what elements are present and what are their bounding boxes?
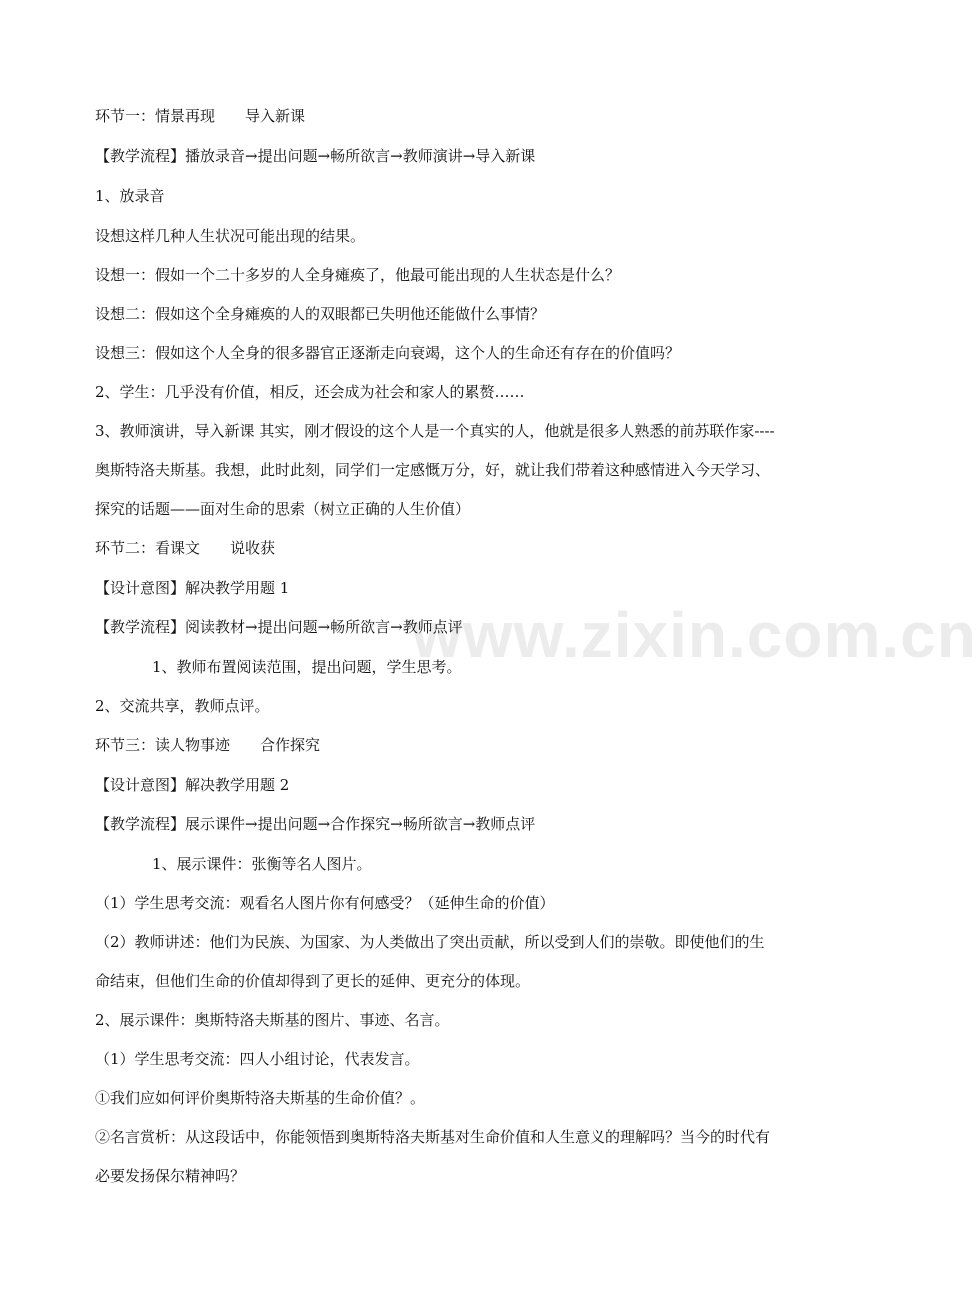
discussion-1: （1）学生思考交流：观看名人图片你有何感受？（延伸生命的价值） (95, 894, 555, 912)
section-heading-3: 环节三：读人物事迹 合作探究 (95, 736, 321, 754)
teaching-flow-3: 【教学流程】展示课件→提出问题→合作探究→畅所欲言→教师点评 (95, 815, 536, 833)
scenario-1: 设想一：假如一个二十多岁的人全身瘫痪了，他最可能出现的人生状态是什么？ (95, 266, 621, 284)
teacher-narration-line-2: 命结束，但他们生命的价值却得到了更长的延伸、更充分的体现。 (95, 972, 531, 990)
step-play-recording: 1、放录音 (95, 187, 165, 205)
question-1: ①我们应如何评价奥斯特洛夫斯基的生命价值？。 (95, 1089, 426, 1107)
step-reading: 1、教师布置阅读范围，提出问题，学生思考。 (152, 658, 462, 676)
scenario-3: 设想三：假如这个人全身的很多器官正逐渐走向衰竭，这个人的生命还有存在的价值吗？ (95, 344, 681, 362)
teacher-speech-line-3: 探究的话题——面对生命的思索（树立正确的人生价值） (95, 500, 471, 518)
discussion-2: （1）学生思考交流：四人小组讨论，代表发言。 (95, 1050, 420, 1068)
scenario-2: 设想二：假如这个全身瘫痪的人的双眼都已失明他还能做什么事情？ (95, 305, 546, 323)
quote-analysis-line-1: ②名言赏析：从这段话中，你能领悟到奥斯特洛夫斯基对生命价值和人生意义的理解吗？当今的时代有 (95, 1128, 771, 1146)
quote-analysis-line-2: 必要发扬保尔精神吗？ (95, 1167, 246, 1185)
section-heading-2: 环节二：看课文 说收获 (95, 539, 276, 557)
design-intent-2: 【设计意图】解决教学用题 2 (95, 776, 290, 794)
step-show-courseware-1: 1、展示课件：张衡等名人图片。 (152, 855, 372, 873)
teacher-speech-line-2: 奥斯特洛夫斯基。我想，此时此刻，同学们一定感慨万分，好，就让我们带着这种感情进入今天学习、 (95, 461, 771, 479)
step-show-courseware-2: 2、展示课件：奥斯特洛夫斯基的图片、事迹、名言。 (95, 1011, 450, 1029)
step-sharing: 2、交流共享，教师点评。 (95, 697, 270, 715)
design-intent-1: 【设计意图】解决教学用题 1 (95, 579, 290, 597)
teaching-flow-1: 【教学流程】播放录音→提出问题→畅所欲言→教师演讲→导入新课 (95, 147, 536, 165)
section-heading-1: 环节一：情景再现 导入新课 (95, 107, 306, 125)
teaching-flow-2: 【教学流程】阅读教材→提出问题→畅所欲言→教师点评 (95, 618, 463, 636)
student-response: 2、学生：几乎没有价值，相反，还会成为社会和家人的累赘…… (95, 383, 525, 401)
scenario-intro: 设想这样几种人生状况可能出现的结果。 (95, 227, 366, 245)
watermark: www.zixin.com.cn (412, 599, 977, 671)
teacher-speech-line-1: 3、教师演讲，导入新课 其实，刚才假设的这个人是一个真实的人，他就是很多人熟悉的前苏联作家---- (95, 422, 775, 440)
teacher-narration-line-1: （2）教师讲述：他们为民族、为国家、为人类做出了突出贡献，所以受到人们的崇敬。即使他们的生 (95, 933, 765, 951)
